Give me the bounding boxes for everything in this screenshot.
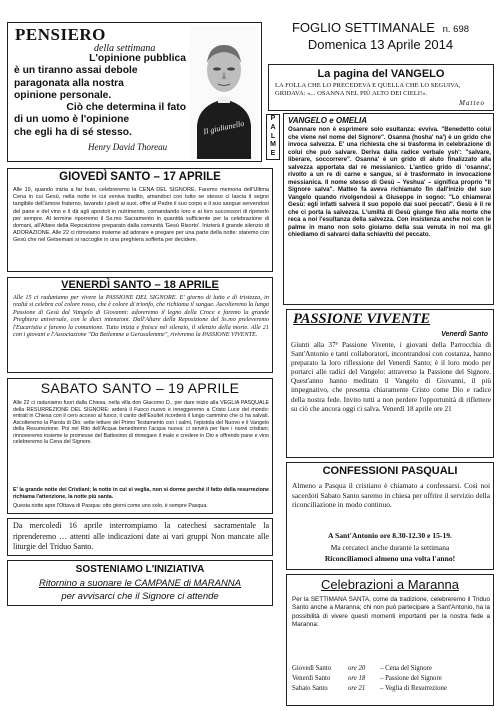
vangelo-box [268,64,494,111]
schedule-day: Venerdì Santo [292,675,331,682]
confessioni-text: Almeno a Pasqua il cristiano è chiamato a confessarsi. Così noi sacerdoti Sabato Santo saremo in chiesa per offrire il servizio della riconciliazione in modo continuo. [292,481,490,510]
giovedi-box [7,168,273,272]
passione-box [286,309,494,458]
issue-date: Domenica 13 Aprile 2014 [307,37,454,52]
quote-line: che egli ha di sé stesso. [14,126,132,138]
confessioni-title: CONFESSIONI PASQUALI [322,465,458,477]
omelia-title: VANGELO e OMELIA [288,116,367,125]
omelia-box [283,113,494,305]
sostegno-line1: Ritornino a suonare le CAMPANE di MARANNA [38,578,242,589]
maranna-title: Celebrazioni a Maranna [320,577,460,592]
quote-line: paragonata alla nostra [14,77,124,89]
venerdi-box [7,277,273,373]
priest-portrait [189,25,259,159]
vangelo-author: Matteo [459,99,485,107]
quote-line: Ciò che determina il fato [66,102,186,114]
schedule-day: Sabato Santo [292,685,328,692]
confessioni-annual: Riconciliamoci almeno una volta l'anno! [324,554,456,563]
schedule-time: ore 18 [348,675,366,682]
confessioni-box [286,462,494,570]
schedule-time: ore 20 [348,665,366,672]
masthead-title: FOGLIO SETTIMANALE [291,20,435,35]
passione-text: Giunti alla 37ª Passione Vivente, i giovani della Parrocchia di Sant'Antonio e tanti collaboratori, incontrandosi con costanza, hanno preparato la loro riflessione del Venerdì Santo; è il loro modo per portarci alle radici del Vangelo: attraverso la Passione del Signore. Quest'anno hanno meditato il Vangelo di Giovanni, il più impegnativo, che presenta chiaramente Cristo come Dio e radice della nostra fede. Invito tutti a non perdere l'opportunità di riflettere su ciò che ancora oggi ci salva. Venerdì 18 aprile ore 21 [291,341,491,413]
masthead [268,18,493,62]
schedule-row [292,684,490,694]
sabato-box [7,378,273,514]
palme-letter: M [270,141,276,149]
confessioni-times: A Sant'Antonio ore 8.30-12.30 e 15-19. [328,531,452,540]
pensiero-subtitle: della settimana [94,43,156,54]
giovedi-text: Alle 19, quando inizia a far buio, celebreremo la CENA DEL SIGNORE. Faremo memoria dell'Ultima Cena in cui Gesù, nella notte in cui veniva tradito, amandoci con tutto se stesso ci lascia il segno tangibile dell'amore fraterno, lavando i piedi ai suoi, offre al Padre il suo corpo e il suo sangue servendosi del pane e del vino e il dà agli apostoli in nutrimento, comandando loro e ai loro successori di ripeterlo per sempre. Al termine riporremo il Ss.mo Sacramento in quantità sufficiente per la celebrazione di domani, all'Altare della Reposizione preparato dalla comunità 'Gesù Risorto'. Inizierà il grande silenzio di ADORAZIONE. Alle 22 ci ritroviamo insieme ad adorare e pregare per una parte della notte: staremo con Gesù che nel Getsemani si raccoglie in una preghiera sofferta per decidere. [13,187,269,244]
schedule-event: – Veglia di Resurrezione [380,685,447,692]
quote-line: di un uomo è l'opinione [14,114,130,126]
sostegno-line2: per avvisarci che il Signore ci attende [61,591,219,602]
sostegno-title: SOSTENIAMO L'INIZIATIVA [75,564,205,575]
maranna-text: Per la SETTIMANA SANTA, come da tradizione, celebreremo il Triduo Santo anche a Maranna; chi non può partecipare a Sant'Antonio, ha la possibilità di vivere questi momenti importanti per la nostra fede a Maranna: [292,596,490,628]
catechesi-box [7,518,273,556]
schedule-event: – Passione del Signore [380,675,442,682]
schedule-time: ore 21 [348,685,366,692]
passione-title: PASSIONE VIVENTE [293,311,431,327]
vangelo-header: La pagina del VANGELO [317,68,445,80]
quote-line: è un tiranno assai debole [14,65,138,77]
passione-subtitle: Venerdì Santo [441,331,488,338]
issue-number: n. 698 [442,24,470,35]
sabato-title: SABATO SANTO – 19 APRILE [40,380,240,396]
palme-letter: A [270,123,276,131]
sabato-ottava: Questa notte apre l'Ottava di Pasqua: otto giorni come uno solo, è sempre Pasqua. [13,503,208,509]
schedule-row [292,674,490,684]
palme-letter: P [270,115,276,122]
omelia-text: Osannare non è esprimere solo esultanza: evviva. "Benedetto colui che viene nel nome del Signore". Osanna (hosha' na') è un grido che invoca salvezza. E' una richiesta che si trasforma in celebrazione di colui che può salvare. Deriva dalla radice verbale ysh': "salvare, liberare, soccorrere". Osanna' è un grido di aiuto finalizzato alla salvezza apportata dal re messianico. L'antico grido di 'osanna', rivolto a un re di carne e sangue, si è trasformato in invocazione messianica. Il nome stesso di Gesù – Yeshua' – significa proprio "Il Signore salva". Matteo fa aveva richiamato fin dall'inizio del suo Vangelo quando rivolgendosi a Giuseppe in sogno: "Lo chiamerai Gesù: egli infatti salverà il suo popolo dai suoi peccati". Gesù è il re che ci porta la salvezza. L'umiltà di Gesù giunge fino alla morte che reca a noi l'esultanza della salvezza. Con insistenza anche noi con le palme in mano non solo gioiamo della sua venuta in noi ma gli chiediamo di salvarci dalla schiavitù del peccato. [288,126,491,238]
maranna-schedule [292,664,490,694]
sabato-text: Alle 22 ci raduniamo fuori dalla Chiesa, nella villa don Giacomo D., per dare inizio alla VEGLIA PASQUALE della RESURREZIONE DEL SIGNORE: arderà il Fuoco nuovo e inneggeremo a Cristo Luce del mondo: entrati in Chiesa con il cero acceso al fuoco, il canto dell'Exultet ricorderà il lungo cammino che ci ha salvati. Ascolteremo la Parola di Dio: sette letture del Primo Testamento con i salmi, l'epistola del Nuovo e il Vangelo della Resurrezione. Poi nel Rito dell'Acqua benediremo l'acqua nuova: ci servirà per fare i nuovi cristiani; rinnoveremo insieme le promesse del Battesimo di rinnegare il male e credere in Dio e offrendo pane e vino celebreremo la Cena del Signore. [13,400,269,445]
quote-line: opinione personale. [14,89,112,101]
portrait-signature: Il giulianello [202,118,246,137]
pensiero-box [7,22,262,162]
pensiero-quote [14,53,186,139]
schedule-day: Giovedì Santo [292,665,332,672]
pensiero-author: Henry David Thoreau [88,142,168,152]
sostegno-box [7,560,273,606]
quote-line: L'opinione pubblica [89,53,186,64]
schedule-event: – Cena del Signore [380,665,432,672]
palme-letter: E [270,150,276,158]
pensiero-title: PENSIERO [15,25,106,44]
palme-banner [266,114,280,160]
schedule-row [292,664,490,674]
venerdi-text: Alle 15 ci raduniamo per vivere la PASSIONE DEL SIGNORE. E' giorno di lutto e di tristezza, in realtà si celebra col colore rosso, che è colore di trionfo, che richiama il sangue. Ascolteremo la lunga Passione di Gesù dal Vangelo di Giovanni: adoreremo il legno della Croce e faremo la grande Preghiera universale, con le dieci intenzioni. Dall'Altare della Reposizione del Ss.mo preleveremo l'Eucaristia e faremo la comunione. Tutto inizia e finisce nel silenzio, il silenzio della morte. Alle 21 con i giovani e l'Associazione "Da Betlemme a Gerusalemme", rivivremo la PASSIONE VIVENTE. [13,294,269,339]
giovedi-title: GIOVEDÌ SANTO – 17 APRILE [59,171,221,183]
sabato-night: E' la grande notte dei Cristiani; la notte in cui si veglia, non si dorme perché il fatto della resurrezione richiama l'attenzione, la notte più santa. [13,487,269,500]
palme-letter: L [270,132,276,140]
maranna-box [286,574,494,706]
venerdi-title: VENERDÌ SANTO – 18 APRILE [61,279,219,291]
confessioni-week: Ma cercateci anche durante la settimana [330,543,450,552]
vangelo-quote: LA FOLLA CHE LO PRECEDEVA E QUELLA CHE LO SEGUIVA, GRIDAVA: «... OSANNA NEL PIÙ ALTO DEI CIELI!». [275,82,461,97]
catechesi-text: Da mercoledì 16 aprile interrompiamo la catechesi sacramentale la riprenderemo … attenti alle indicazioni date ai vari gruppi Non mancate alle liturgie del Triduo Santo. [13,521,269,552]
